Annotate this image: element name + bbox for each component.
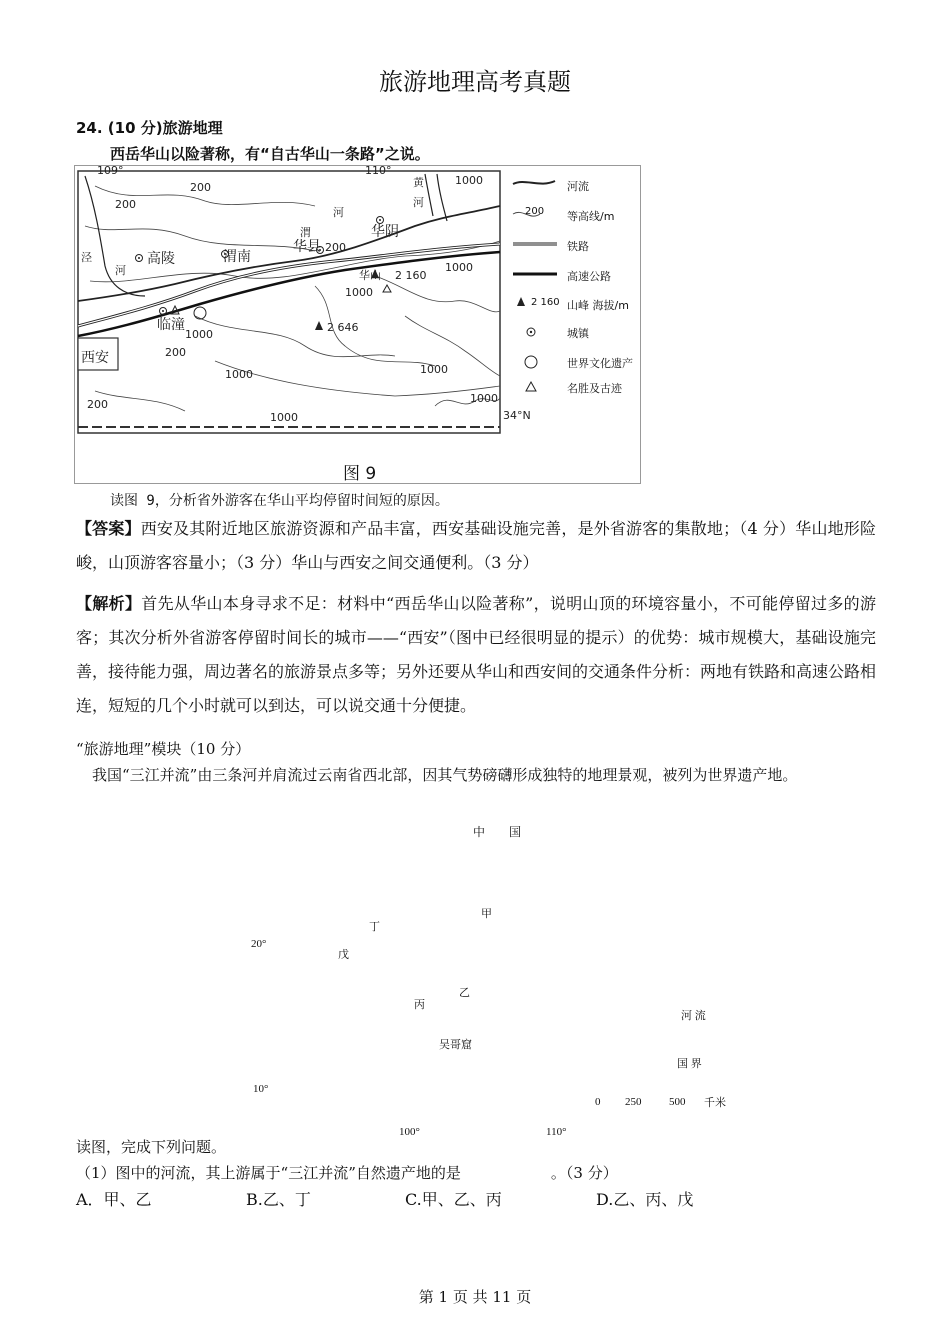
- map-label-lon100: 100°: [399, 1126, 420, 1138]
- analysis-text: 首先从华山本身寻求不足：材料中“西岳华山以险著称”，说明山顶的环境容量小，不可能停留过多的游客；其次分析外省游客停留时间长的城市——“西安”（图中已经很明显的提示）的优势：城市规模大，基础设施完善，接待能力强，周边著名的旅游景点多等；另外还要从华山和西安间的交通条件分析：两地有铁路和高速公路相连，短短的几个小时就可以到达，可以说交通十分便捷。: [76, 594, 877, 715]
- page-footer: 第 1 页 共 11 页: [418, 1288, 532, 1306]
- map-drawing: [75, 166, 640, 483]
- world-heritage-icon: [194, 307, 206, 319]
- option-c: C.甲、乙、丙: [405, 1190, 502, 1209]
- legend-contour: 等高线/m: [567, 210, 615, 223]
- map-label-wu: 戊: [338, 949, 349, 961]
- legend-river-label: 河 流: [681, 1010, 706, 1022]
- contour-line: [195, 316, 395, 357]
- legend-border-label: 国 界: [677, 1058, 702, 1070]
- legend-scenic-icon: [526, 382, 536, 391]
- railway-inner: [78, 244, 500, 326]
- module-heading: “旅游地理”模块（10 分）: [76, 740, 251, 758]
- city-xian: 西安: [81, 350, 109, 366]
- map-label-angkor: 吴哥窟: [439, 1039, 472, 1051]
- contour-line: [85, 226, 315, 251]
- railway: [78, 244, 500, 326]
- river-label: 渭: [300, 226, 311, 239]
- legend-expressway: 高速公路: [567, 270, 611, 283]
- contour-label: 1000: [345, 286, 373, 299]
- map-label-lat20: 20°: [251, 938, 267, 950]
- module-intro: 我国“三江并流”由三条河并肩流过云南省西北部，因其气势磅礴形成独特的地理景观，被列为世界遗产地。: [92, 766, 798, 784]
- lon-left-label: 109°: [97, 166, 124, 177]
- legend-contour-sample: 200: [525, 206, 545, 217]
- river-label: 河: [115, 264, 126, 277]
- peak-2646-icon: [315, 321, 323, 330]
- map-label-lon110: 110°: [546, 1126, 567, 1138]
- peak-huashan-height: 2 160: [395, 269, 427, 282]
- scale-500: 500: [669, 1096, 686, 1108]
- contour-label: 200: [325, 241, 346, 254]
- river-label: 河: [333, 206, 344, 219]
- answer-text: 西安及其附近地区旅游资源和产品丰富，西安基础设施完善，是外省游客的集散地；（4 分）华山地形险峻，山顶游客容量小；（3 分）华山与西安之间交通便利。（3 分）: [76, 519, 876, 572]
- legend-peak-icon: [517, 297, 525, 306]
- city-huayin: 华阴: [371, 224, 399, 240]
- city-weinan: 渭南: [223, 249, 251, 265]
- legend-peak: 山峰 海拔/m: [567, 299, 629, 312]
- contour-label: 1000: [225, 368, 253, 381]
- scale-250: 250: [625, 1096, 642, 1108]
- legend-railway: 铁路: [567, 240, 589, 253]
- legend-river: 河流: [567, 180, 589, 193]
- contour-line: [375, 276, 500, 312]
- contour-label: 1000: [270, 411, 298, 424]
- city-gaoling: 高陵: [147, 251, 175, 267]
- question-24-heading: 24. (10 分)旅游地理: [76, 119, 223, 137]
- contour-label: 1000: [470, 392, 498, 405]
- contour-label: 1000: [455, 174, 483, 187]
- contour-label: 1000: [445, 261, 473, 274]
- contour-line: [215, 361, 500, 396]
- analysis-paragraph: [76, 587, 876, 723]
- map-label-china: 中 国: [473, 825, 522, 839]
- contour-label: 200: [165, 346, 186, 359]
- question-1: （1）图中的河流，其上游属于“三江并流”自然遗产地的是 。（3 分）: [76, 1164, 618, 1182]
- map-label-bing: 丙: [414, 999, 425, 1011]
- city-huaxian: 华县: [293, 239, 321, 255]
- option-a: A．甲、乙: [76, 1190, 152, 1209]
- question-24-prompt: 读图 9，分析省外游客在华山平均停留时间短的原因。: [110, 493, 449, 509]
- river-label: 黄: [413, 176, 424, 189]
- contour-label: 1000: [185, 328, 213, 341]
- yellow-river: [425, 174, 447, 221]
- scale-unit: 千米: [704, 1097, 726, 1109]
- lat-label: 34°N: [503, 409, 531, 422]
- option-d: D.乙、丙、戊: [596, 1190, 694, 1209]
- legend-river-icon: [513, 181, 555, 184]
- option-b: B.乙、丁: [246, 1190, 311, 1209]
- huashan-scenic-icon: [383, 285, 391, 292]
- page-title: 旅游地理高考真题: [379, 68, 571, 96]
- legend-heritage: 世界文化遗产: [567, 357, 633, 370]
- analysis-label: 【解析】: [76, 594, 142, 613]
- answer-label: 【答案】: [76, 519, 141, 538]
- lon-right-label: 110°: [365, 166, 392, 177]
- contour-line: [95, 391, 185, 411]
- figure-9-map: [74, 165, 641, 484]
- figure-caption: 图 9: [343, 464, 377, 484]
- legend-city: 城镇: [567, 327, 589, 340]
- map-label-lat10: 10°: [253, 1083, 269, 1095]
- scale-0: 0: [595, 1096, 601, 1108]
- legend-scenic: 名胜及古迹: [567, 382, 622, 395]
- peak-2646-height: 2 646: [327, 321, 359, 334]
- question-24-intro: 西岳华山以险著称，有“自古华山一条路”之说。: [110, 145, 430, 163]
- map-label-yi: 乙: [459, 987, 470, 999]
- contour-label: 200: [115, 198, 136, 211]
- jing-river: [85, 176, 145, 296]
- answer-paragraph: [76, 512, 876, 580]
- river-label: 泾: [81, 251, 92, 264]
- read-prompt: 读图，完成下列问题。: [76, 1138, 227, 1156]
- contour-label: 200: [87, 398, 108, 411]
- contour-label: 200: [190, 181, 211, 194]
- expressway: [78, 252, 500, 336]
- map-label-jia: 甲: [481, 908, 492, 920]
- peak-huashan-name: 华山: [359, 269, 381, 282]
- legend-heritage-icon: [525, 356, 537, 368]
- map-label-ding: 丁: [369, 921, 380, 933]
- city-lintong: 临潼: [157, 317, 185, 333]
- river-label: 河: [413, 196, 424, 209]
- legend-peak-sample: 2 160: [531, 297, 560, 308]
- contour-label: 1000: [420, 363, 448, 376]
